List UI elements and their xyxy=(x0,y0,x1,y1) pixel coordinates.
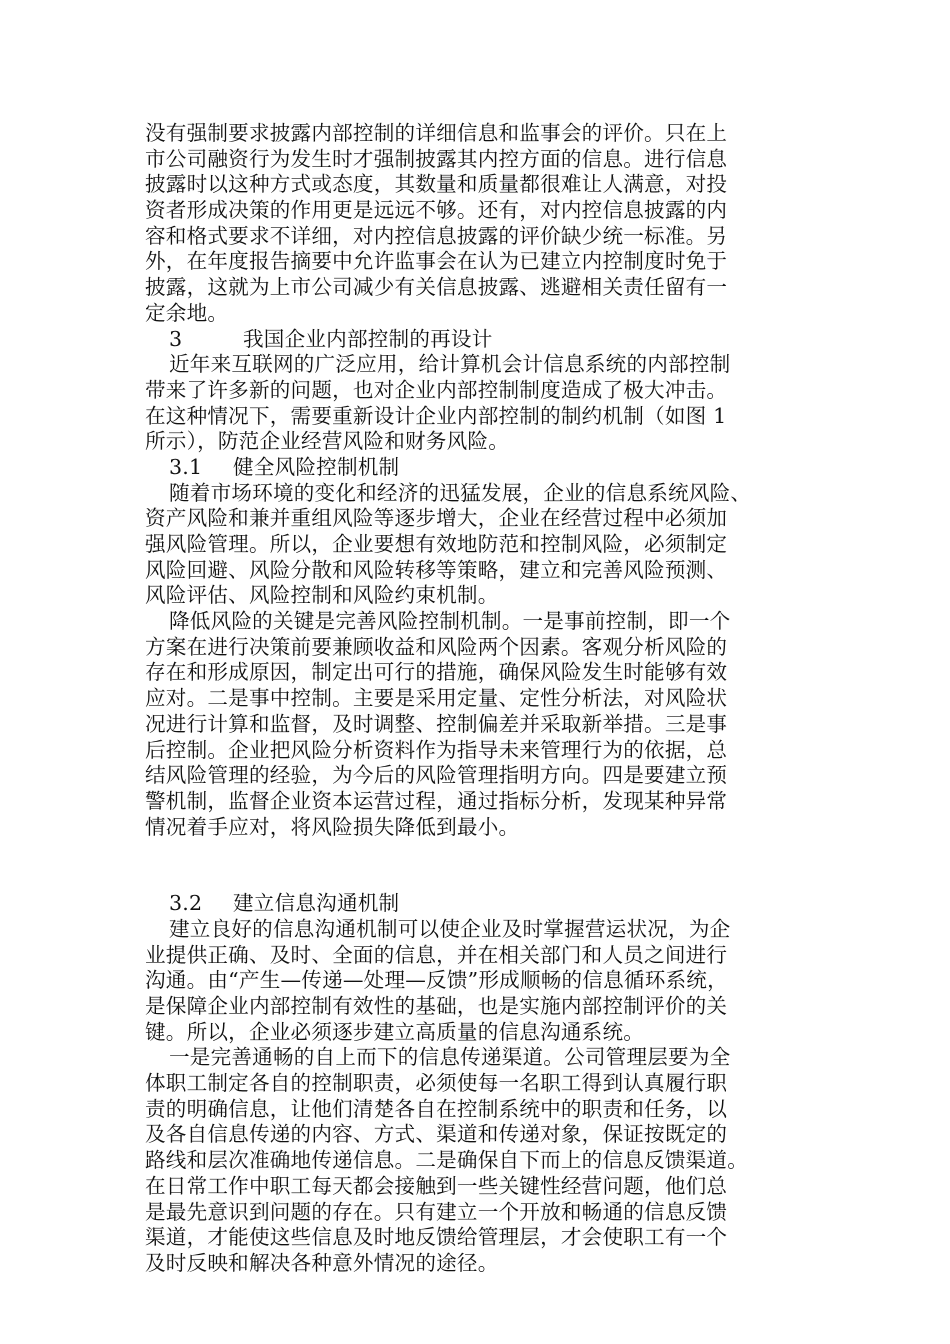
document-page xyxy=(145,121,795,1277)
text-line: 后控制。企业把风险分析资料作为指导未来管理行为的依据，总 xyxy=(145,737,728,762)
text-line: 随着市场环境的变化和经济的迅猛发展，企业的信息系统风险、 xyxy=(169,480,752,505)
text-line: 体职工制定各自的控制职责，必须使每一名职工得到认真履行职 xyxy=(145,1071,728,1096)
text-line: 沟通。由“产生—传递—处理—反馈”形成顺畅的信息循环系统， xyxy=(145,968,728,993)
text-line: 外，在年度报告摘要中允许监事会在认为已建立内控制度时免于 xyxy=(145,249,728,274)
text-line: 没有强制要求披露内部控制的详细信息和监事会的评价。只在上 xyxy=(145,121,728,145)
text-line: 渠道，才能使这些信息及时地反馈给管理层，才会使职工有一个 xyxy=(145,1225,728,1250)
text-line: 存在和形成原因，制定出可行的措施，确保风险发生时能够有效 xyxy=(145,660,728,685)
section-heading-3 xyxy=(145,327,795,353)
text-line: 建立良好的信息沟通机制可以使企业及时掌握营运状况，为企 xyxy=(169,916,731,941)
text-line: 容和格式要求不详细，对内控信息披露的评价缺少统一标准。另 xyxy=(145,223,728,248)
section-number: 3.2 xyxy=(169,891,203,916)
paragraph-risk-management xyxy=(145,481,795,609)
text-line: 所示），防范企业经营风险和财务风险。 xyxy=(145,429,509,454)
text-line: 披露时以这种方式或态度，其数量和质量都很难让人满意，对投 xyxy=(145,172,728,197)
text-line: 资产风险和兼并重组风险等逐步增大，企业在经营过程中必须加 xyxy=(145,506,728,531)
section-title: 健全风险控制机制 xyxy=(233,454,400,479)
text-line: 资者形成决策的作用更是远远不够。还有，对内控信息披露的内 xyxy=(145,198,728,223)
text-line: 强风险管理。所以，企业要想有效地防范和控制风险，必须制定 xyxy=(145,532,728,556)
text-line: 及各自信息传递的内容、方式、渠道和传递对象，保证按既定的 xyxy=(145,1122,728,1147)
paragraph-communication xyxy=(145,917,795,1045)
text-line: 降低风险的关键是完善风险控制机制。一是事前控制，即一个 xyxy=(169,609,731,634)
text-line: 一是完善通畅的自上而下的信息传递渠道。公司管理层要为全 xyxy=(169,1045,731,1070)
text-line: 警机制，监督企业资本运营过程，通过指标分析，发现某种异常 xyxy=(145,788,728,813)
text-line: 情况着手应对，将风险损失降低到最小。 xyxy=(145,814,520,839)
text-line: 在这种情况下，需要重新设计企业内部控制的制约机制（如图 1 xyxy=(145,403,727,428)
text-line: 近年来互联网的广泛应用，给计算机会计信息系统的内部控制 xyxy=(169,352,731,377)
text-line: 键。所以，企业必须逐步建立高质量的信息沟通系统。 xyxy=(145,1019,645,1044)
paragraph-risk-control xyxy=(145,609,795,840)
text-line: 在日常工作中职工每天都会接触到一些关键性经营问题，他们总 xyxy=(145,1173,728,1198)
text-line: 风险评估、风险控制和风险约束机制。 xyxy=(145,583,499,608)
text-line: 应对。二是事中控制。主要是采用定量、定性分析法，对风险状 xyxy=(145,686,728,711)
text-line: 及时反映和解决各种意外情况的途径。 xyxy=(145,1250,499,1275)
paragraph-redesign-intro xyxy=(145,352,795,455)
text-line: 是最先意识到问题的存在。只有建立一个开放和畅通的信息反馈 xyxy=(145,1199,728,1224)
text-line: 市公司融资行为发生时才强制披露其内控方面的信息。进行信息 xyxy=(145,146,728,171)
section-title: 我国企业内部控制的再设计 xyxy=(243,326,493,351)
section-number: 3 xyxy=(169,326,183,351)
text-line: 风险回避、风险分散和风险转移等策略，建立和完善风险预测、 xyxy=(145,557,728,582)
text-line: 定余地。 xyxy=(145,300,229,325)
blank-space xyxy=(145,840,795,891)
text-line: 路线和层次准确地传递信息。二是确保自下而上的信息反馈渠道。 xyxy=(145,1148,749,1173)
text-line: 方案在进行决策前要兼顾收益和风险两个因素。客观分析风险的 xyxy=(145,634,728,659)
text-line: 带来了许多新的问题，也对企业内部控制制度造成了极大冲击。 xyxy=(145,377,728,402)
text-line: 披露，这就为上市公司减少有关信息披露、逃避相关责任留有一 xyxy=(145,275,728,300)
section-heading-3-2 xyxy=(145,891,795,917)
section-heading-3-1 xyxy=(145,455,795,481)
text-line: 是保障企业内部控制有效性的基础，也是实施内部控制评价的关 xyxy=(145,994,728,1018)
text-line: 业提供正确、及时、全面的信息，并在相关部门和人员之间进行 xyxy=(145,942,728,967)
paragraph-information-channels xyxy=(145,1045,795,1276)
text-line: 结风险管理的经验，为今后的风险管理指明方向。四是要建立预 xyxy=(145,763,728,788)
section-title: 建立信息沟通机制 xyxy=(233,891,400,916)
section-number: 3.1 xyxy=(169,454,203,479)
text-line: 况进行计算和监督，及时调整、控制偏差并采取新举措。三是事 xyxy=(145,711,728,736)
paragraph-disclosure xyxy=(145,121,795,327)
text-line: 责的明确信息，让他们清楚各自在控制系统中的职责和任务，以 xyxy=(145,1096,728,1121)
